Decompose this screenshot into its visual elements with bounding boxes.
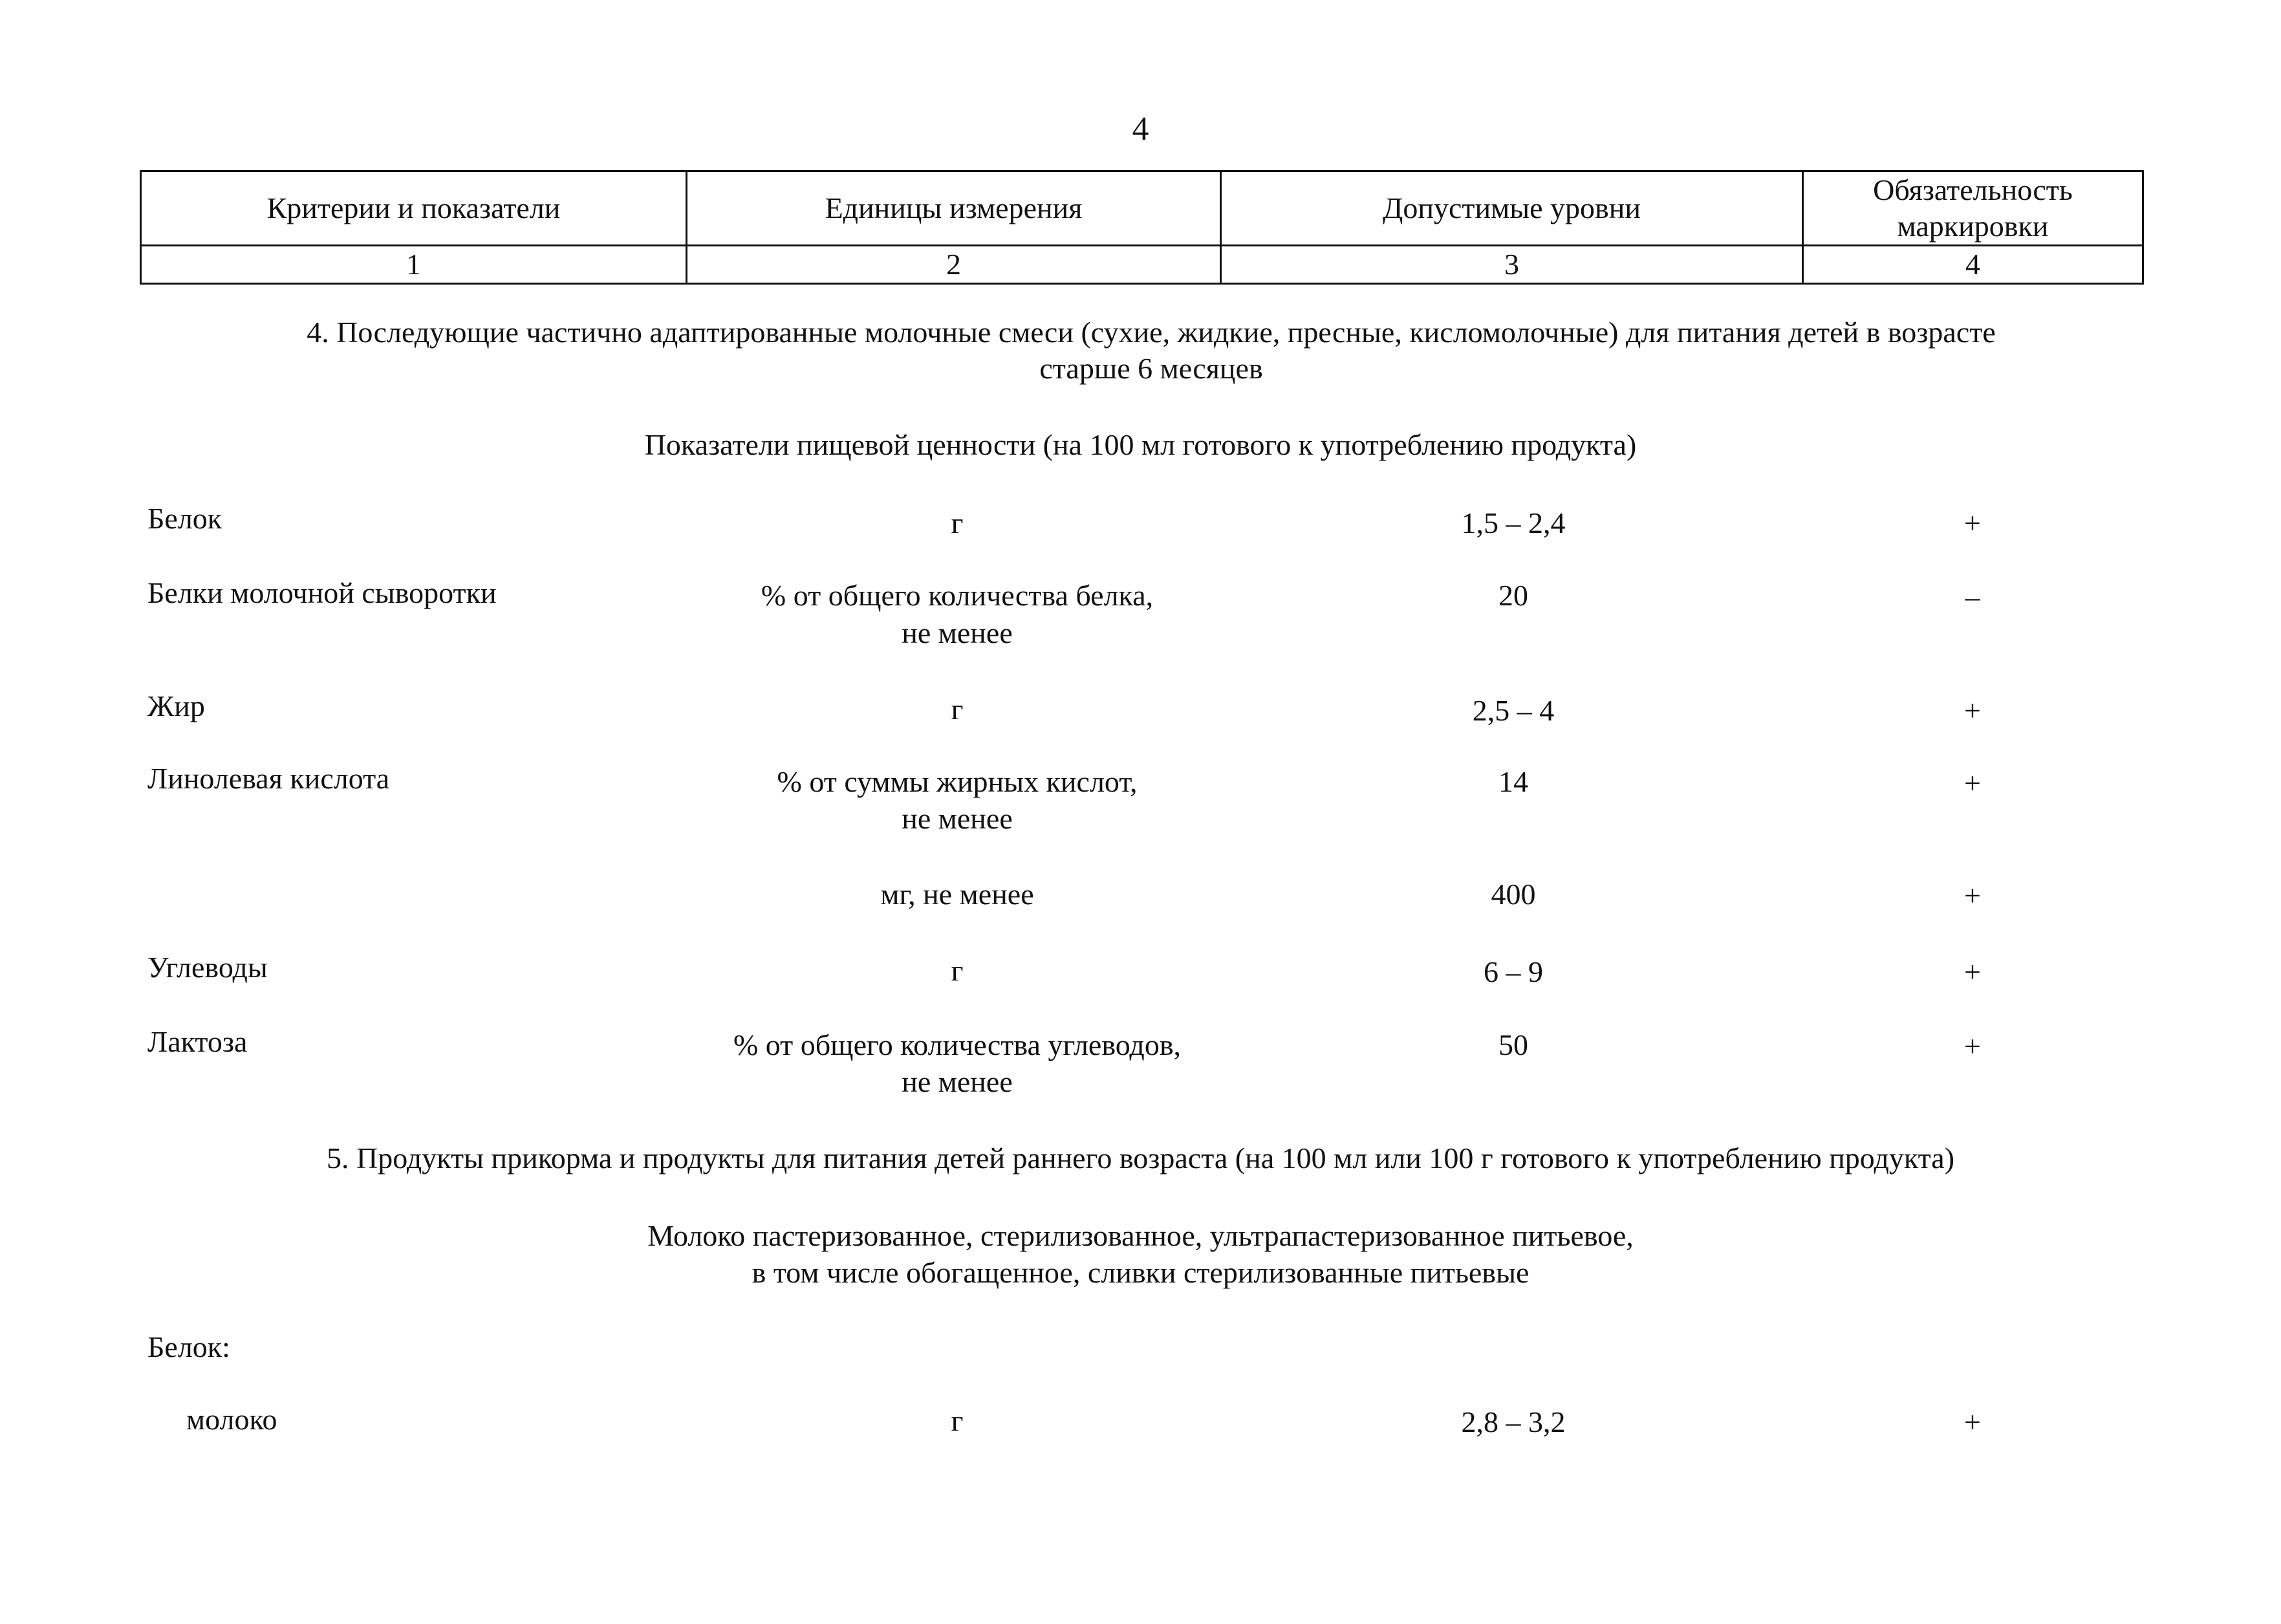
page-number: 4 (1132, 111, 1149, 147)
level-value: 2,5 – 4 (1472, 694, 1555, 727)
column-number-1: 1 (141, 246, 687, 284)
level-value: 6 – 9 (1484, 955, 1543, 988)
section5-title: 5. Продукты прикорма и продукты для питания детей раннего возраста (на 100 мл или 100 г готового к употреблению продукта) (326, 1142, 1955, 1175)
unit-value: % от суммы жирных кислот, (777, 765, 1138, 798)
unit-value-continued: не менее (902, 1065, 1013, 1098)
level-value: 14 (1498, 765, 1528, 798)
unit-value-continued: не менее (902, 802, 1013, 835)
column-number-2: 2 (687, 246, 1221, 284)
header-levels: Допустимые уровни (1221, 171, 1803, 246)
section5-subtitle-line2: в том числе обогащенное, сливки стерилизованные питьевые (751, 1256, 1530, 1289)
labeling-mark: + (1964, 506, 1981, 539)
level-value: 2,8 – 3,2 (1461, 1405, 1566, 1438)
level-value: 20 (1498, 579, 1528, 612)
criterion-label: Линолевая кислота (147, 762, 390, 795)
group-label: Белок: (147, 1330, 230, 1363)
labeling-mark: – (1965, 580, 1980, 613)
criterion-label: Жир (147, 689, 205, 722)
section4-title-line2: старше 6 месяцев (1039, 352, 1263, 385)
labeling-mark: + (1964, 879, 1981, 912)
criterion-label: молоко (186, 1403, 277, 1436)
labeling-mark: + (1964, 766, 1981, 799)
labeling-mark: + (1964, 1030, 1981, 1063)
level-value: 50 (1498, 1028, 1528, 1061)
header-units: Единицы измерения (687, 171, 1221, 246)
unit-value: % от общего количества углеводов, (733, 1028, 1182, 1061)
unit-value: г (951, 506, 964, 539)
labeling-mark: + (1964, 955, 1981, 988)
criterion-label: Углеводы (147, 951, 268, 984)
criterion-label: Лактоза (147, 1025, 248, 1058)
unit-value: г (951, 954, 964, 987)
section4-title-line1: 4. Последующие частично адаптированные молочные смеси (сухие, жидкие, пресные, кисломолочные) для питания детей в возрасте (307, 316, 1996, 349)
level-value: 1,5 – 2,4 (1461, 506, 1566, 539)
unit-value: г (951, 693, 964, 726)
unit-value-continued: не менее (902, 616, 1013, 649)
column-header-table (140, 170, 2144, 285)
criterion-label: Белок (147, 502, 222, 535)
labeling-mark: + (1964, 1405, 1981, 1438)
labeling-mark: + (1964, 694, 1981, 727)
header-labeling (1803, 171, 2143, 246)
level-value: 400 (1491, 878, 1536, 911)
column-number-4: 4 (1803, 246, 2143, 284)
unit-value: % от общего количества белка, (761, 579, 1154, 612)
column-number-3: 3 (1221, 246, 1803, 284)
unit-value: г (951, 1404, 964, 1437)
section5-subtitle-line1: Молоко пастеризованное, стерилизованное, ультрапастеризованное питьевое, (647, 1219, 1634, 1252)
section4-title (162, 314, 2141, 387)
header-labeling-line1: Обязательность (1873, 173, 2073, 206)
section4-subtitle: Показатели пищевой ценности (на 100 мл готового к употреблению продукта) (644, 428, 1637, 461)
header-criteria: Критерии и показатели (141, 171, 687, 246)
criterion-label: Белки молочной сыворотки (147, 576, 497, 609)
header-labeling-line2: маркировки (1897, 210, 2049, 243)
unit-value: мг, не менее (880, 878, 1034, 911)
